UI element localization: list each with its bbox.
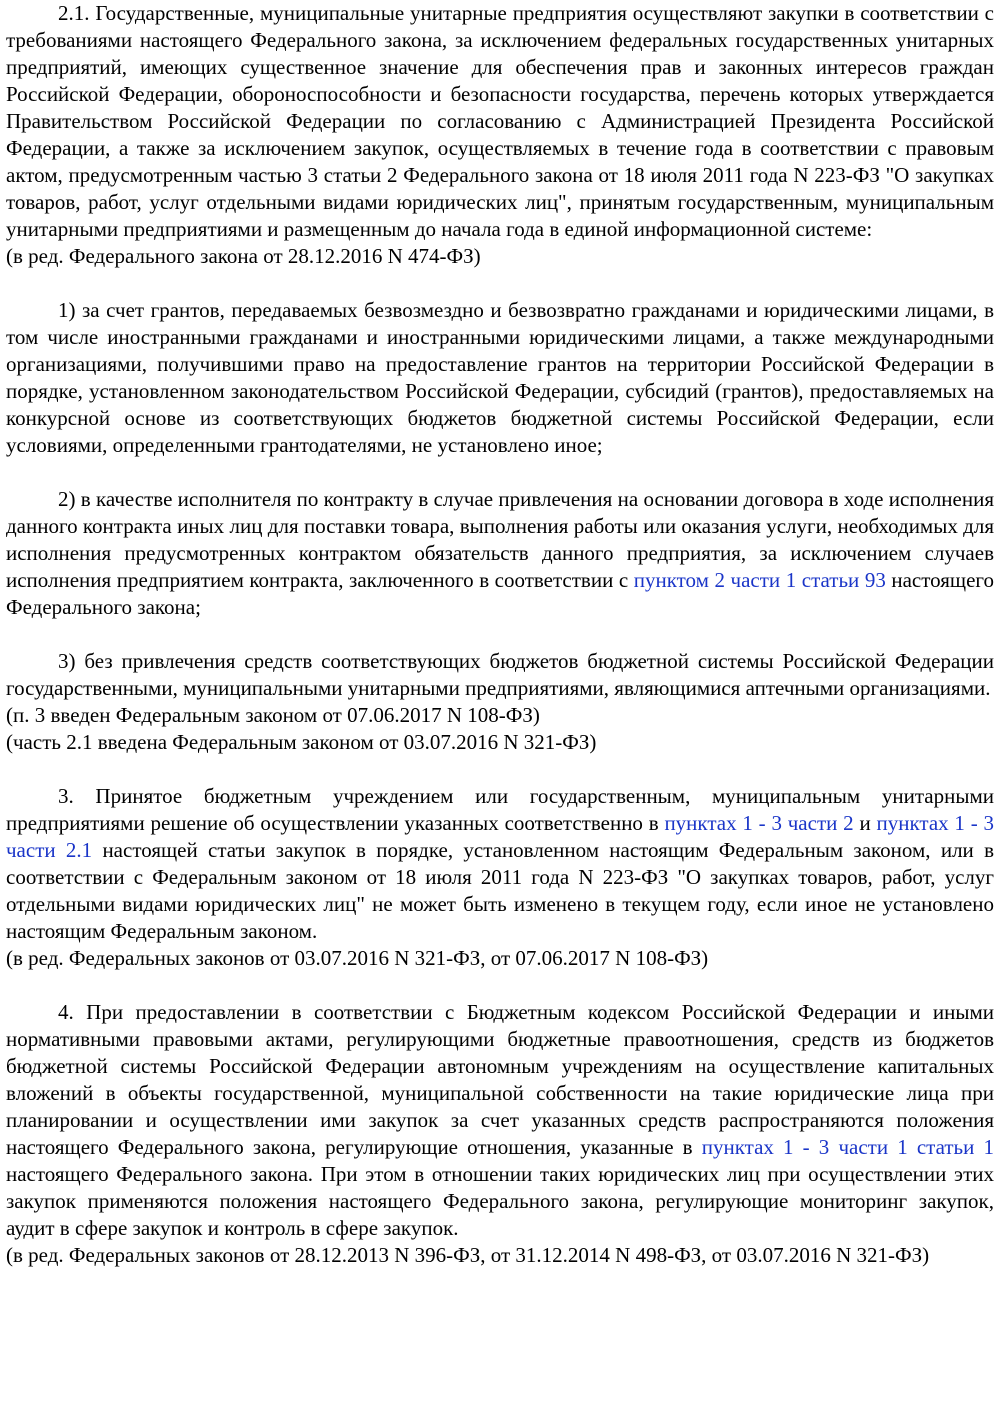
list-item-3-text: 3) без привлечения средств соответствующих бюджетов бюджетной системы Российской Федерации государственными, муниципальными унитарными предприятиями, являющимися аптечными организациями. bbox=[6, 649, 994, 700]
law-reference-link[interactable]: пунктах 1 - 3 части 2.1 bbox=[6, 811, 994, 862]
list-item-2-text-before: 2) в качестве исполнителя по контракту в случае привлечения на основании договора в ходе исполнения данного контракта иных лиц для поставки товара, выполнения работы или оказания услуги, необходимых для исполнения предусмотренных контрактом обязательств данного предприятия, за исключением случаев исполнения предприятием контракта, заключенного в соответствии с bbox=[6, 487, 994, 592]
list-item-2 bbox=[6, 486, 994, 621]
paragraph-3-text-middle: и bbox=[853, 811, 877, 835]
list-item-3 bbox=[6, 648, 994, 756]
law-reference-link[interactable]: пунктом 2 части 1 статьи 93 bbox=[633, 568, 886, 592]
section-4 bbox=[6, 999, 994, 1269]
amendment-note: (часть 2.1 введена Федеральным законом от 03.07.2016 N 321-ФЗ) bbox=[6, 730, 597, 754]
paragraph-4-text-before: 4. При предоставлении в соответствии с Бюджетным кодексом Российской Федерации и иными нормативными правовыми актами, регулирующими бюджетные правоотношения, средств из бюджетов бюджетной системы Российской Федерации автономным учреждениям на осуществление капитальных вложений в объекты государственной, муниципальной собственности на такие юридические лица при планировании и осуществлении ими закупок за счет указанных средств распространяются положения настоящего Федерального закона, регулирующие отношения, указанные в bbox=[6, 1000, 994, 1159]
paragraph-4 bbox=[6, 999, 994, 1242]
section-2-1 bbox=[6, 0, 994, 270]
paragraph-4-text-after: настоящего Федерального закона. При этом в отношении таких юридических лиц при осуществлении этих закупок применяются положения настоящего Федерального закона, регулирующие мониторинг закупок, аудит в сфере закупок и контроль в сфере закупок. bbox=[6, 1162, 994, 1240]
amendment-note: (в ред. Федеральных законов от 28.12.2013 N 396-ФЗ, от 31.12.2014 N 498-ФЗ, от 03.07.2016 N 321-ФЗ) bbox=[6, 1243, 930, 1267]
law-reference-link[interactable]: пунктах 1 - 3 части 1 статьи 1 bbox=[701, 1135, 995, 1159]
section-3 bbox=[6, 783, 994, 972]
list-item-2-text bbox=[6, 486, 994, 621]
list-item-2-text-after: настоящего Федерального закона; bbox=[6, 568, 994, 619]
amendment-note: (в ред. Федеральных законов от 03.07.2016 N 321-ФЗ, от 07.06.2017 N 108-ФЗ) bbox=[6, 946, 709, 970]
paragraph-3-text-after: настоящей статьи закупок в порядке, установленном настоящим Федеральным законом, или в соответствии с Федеральным законом от 18 июля 2011 года N 223-ФЗ "О закупках товаров, работ, услуг отдельными видами юридических лиц" не может быть изменено в текущем году, если иное не установлено настоящим Федеральным законом. bbox=[6, 838, 994, 943]
paragraph-3-text-before: 3. Принятое бюджетным учреждением или государственным, муниципальным унитарными предприятиями решение об осуществлении указанных соответственно в bbox=[6, 784, 994, 835]
paragraph-3 bbox=[6, 783, 994, 945]
list-item-1 bbox=[6, 297, 994, 459]
document-page bbox=[6, 0, 994, 1269]
law-reference-link[interactable]: пунктах 1 - 3 части 2 bbox=[664, 811, 854, 835]
amendment-note: (в ред. Федерального закона от 28.12.2016 N 474-ФЗ) bbox=[6, 244, 481, 268]
paragraph-2-1: 2.1. Государственные, муниципальные унитарные предприятия осуществляют закупки в соответствии с требованиями настоящего Федерального закона, за исключением федеральных государственных унитарных предприятий, имеющих существенное значение для обеспечения прав и законных интересов граждан Российской Федерации, обороноспособности и безопасности государства, перечень которых утверждается Правительством Российской Федерации по согласованию с Администрацией Президента Российской Федерации, а также за исключением закупок, осуществляемых в течение года в соответствии с правовым актом, предусмотренным частью 3 статьи 2 Федерального закона от 18 июля 2011 года N 223-ФЗ "О закупках товаров, работ, услуг отдельными видами юридических лиц", принятым государственным, муниципальным унитарными предприятиями и размещенным до начала года в единой информационной системе: bbox=[6, 1, 994, 241]
list-item-1-text: 1) за счет грантов, передаваемых безвозмездно и безвозвратно гражданами и юридическими лицами, в том числе иностранными гражданами и иностранными юридическими лицами, а также международными организациями, получившими право на предоставление грантов на территории Российской Федерации в порядке, установленном законодательством Российской Федерации, субсидий (грантов), предоставляемых на конкурсной основе из соответствующих бюджетов бюджетной системы Российской Федерации, если условиями, определенными грантодателями, не установлено иное; bbox=[6, 298, 994, 457]
amendment-note: (п. 3 введен Федеральным законом от 07.06.2017 N 108-ФЗ) bbox=[6, 703, 540, 727]
